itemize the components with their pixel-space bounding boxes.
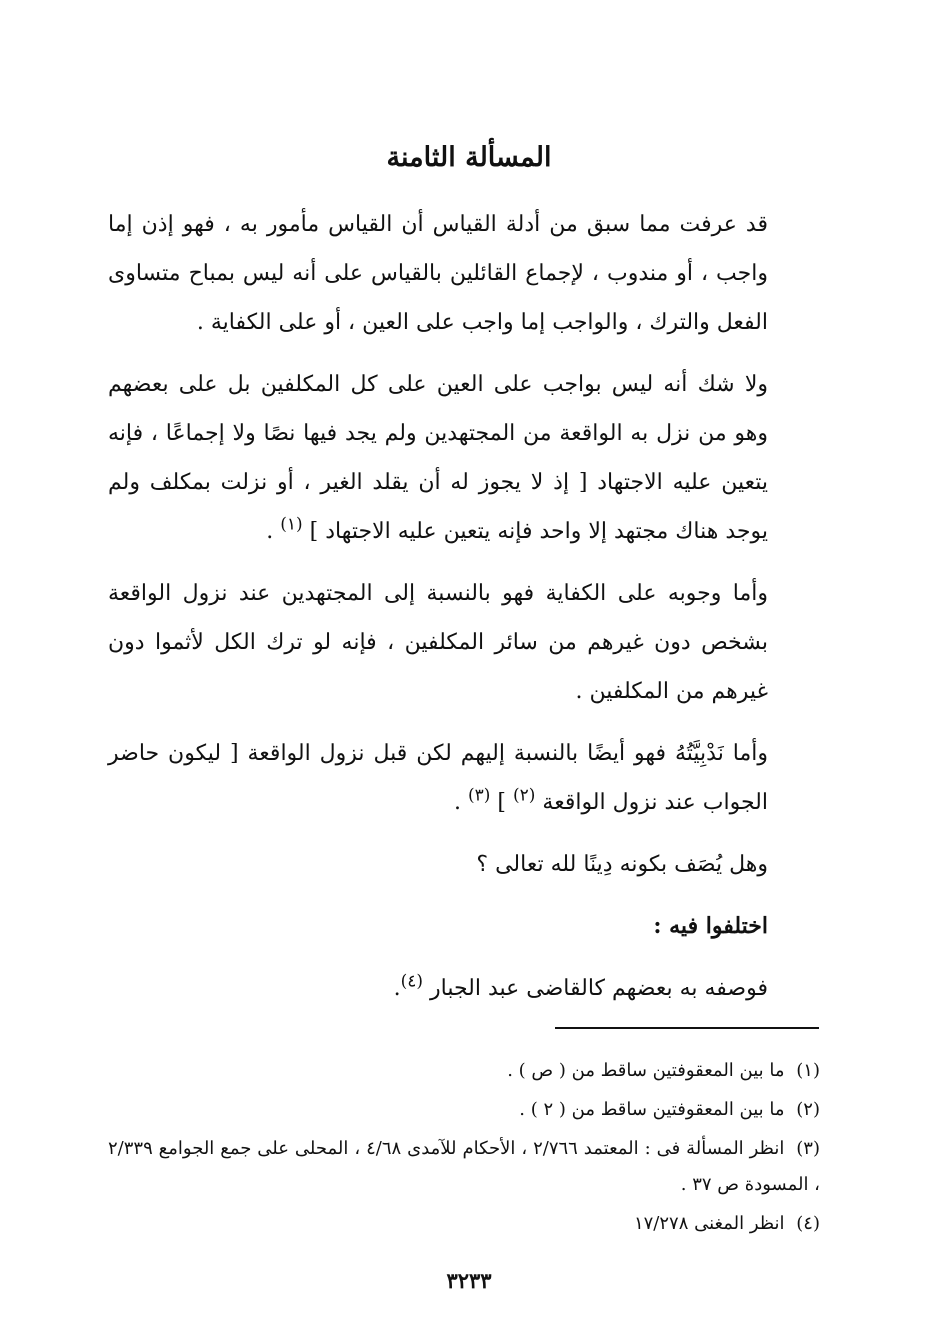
paragraph-5 — [108, 840, 820, 889]
section-title: المسألة الثامنة — [386, 142, 552, 173]
footnote-4 — [108, 1206, 820, 1242]
footnote-ref-2[interactable]: (٢) — [512, 785, 536, 806]
footnote-divider — [555, 1027, 819, 1029]
paragraph-5-text: وهل يُصَف بكونه دِينًا لله تعالى ؟ — [476, 852, 768, 877]
footnote-1-text: ما بين المعقوفتين ساقط من ( ص ) . — [507, 1060, 785, 1081]
main-text — [108, 200, 820, 1026]
paragraph-6 — [108, 902, 820, 951]
footnote-3-number: (٣) — [796, 1138, 820, 1159]
paragraph-6-text: اختلفوا فيه : — [653, 913, 768, 939]
paragraph-1 — [108, 200, 820, 347]
footnote-4-number: (٤) — [796, 1213, 820, 1234]
paragraph-2-text: ولا شك أنه ليس بواجب على العين على كل المكلفين بل على بعضهم وهو من نزل به الواقعة من المجتهدين ولم يجد فيها نصًا ولا إجماعًا ، فإنه يتعين عليه الاجتهاد [ إذ لا يجوز له أن يقلد الغير ، أو نزلت بمكلف ولم يوجد هناك مجتهد إلا واحد فإنه يتعين عليه الاجتهاد ] — [108, 372, 768, 544]
footnote-ref-1[interactable]: (١) — [280, 514, 303, 535]
paragraph-7 — [108, 964, 820, 1013]
paragraph-4-end: . — [453, 790, 468, 815]
paragraph-4-bracket: ] — [490, 790, 513, 815]
footnote-1-number: (١) — [796, 1060, 820, 1081]
footnotes-section — [108, 1053, 820, 1245]
footnote-2-text: ما بين المعقوفتين ساقط من ( ٢ ) . — [519, 1099, 785, 1120]
page-number: ٣٢٣٣ — [446, 1268, 492, 1293]
footnote-3 — [108, 1131, 820, 1203]
footnote-4-text: انظر المغنى ١٧/٢٧٨ — [633, 1213, 785, 1234]
paragraph-4-text: وأما نَدْبِيَّتُهُ فهو أيضًا بالنسبة إليهم لكن قبل نزول الواقعة [ ليكون حاضر الجواب عند نزول الواقعة — [108, 741, 768, 815]
footnote-2 — [108, 1092, 820, 1128]
paragraph-3-text: وأما وجوبه على الكفاية فهو بالنسبة إلى المجتهدين عند نزول الواقعة بشخص دون غيرهم من سائر المكلفين ، فإنه لو ترك الكل لأثموا دون غيرهم من المكلفين . — [108, 581, 768, 704]
paragraph-7-end: . — [393, 976, 401, 1001]
paragraph-3 — [108, 569, 820, 716]
footnote-ref-3[interactable]: (٣) — [467, 785, 491, 806]
paragraph-4 — [108, 729, 820, 827]
footnote-1 — [108, 1053, 820, 1089]
paragraph-1-text: قد عرفت مما سبق من أدلة القياس أن القياس مأمور به ، فهو إذن إما واجب ، أو مندوب ، لإجماع القائلين بالقياس على أنه ليس بمباح متساوى الفعل والترك ، والواجب إما واجب على العين ، أو على الكفاية . — [108, 212, 768, 335]
paragraph-2-end: . — [266, 519, 281, 544]
paragraph-2 — [108, 360, 820, 556]
footnote-3-text: انظر المسألة فى : المعتمد ٢/٧٦٦ ، الأحكام للآمدى ٤/٦٨ ، المحلى على جمع الجوامع ٢/٣٣٩ ، المسودة ص ٣٧ . — [108, 1138, 820, 1195]
footnote-ref-4[interactable]: (٤) — [400, 971, 423, 992]
footnote-2-number: (٢) — [796, 1099, 820, 1120]
paragraph-7-text: فوصفه به بعضهم كالقاضى عبد الجبار — [430, 976, 768, 1001]
